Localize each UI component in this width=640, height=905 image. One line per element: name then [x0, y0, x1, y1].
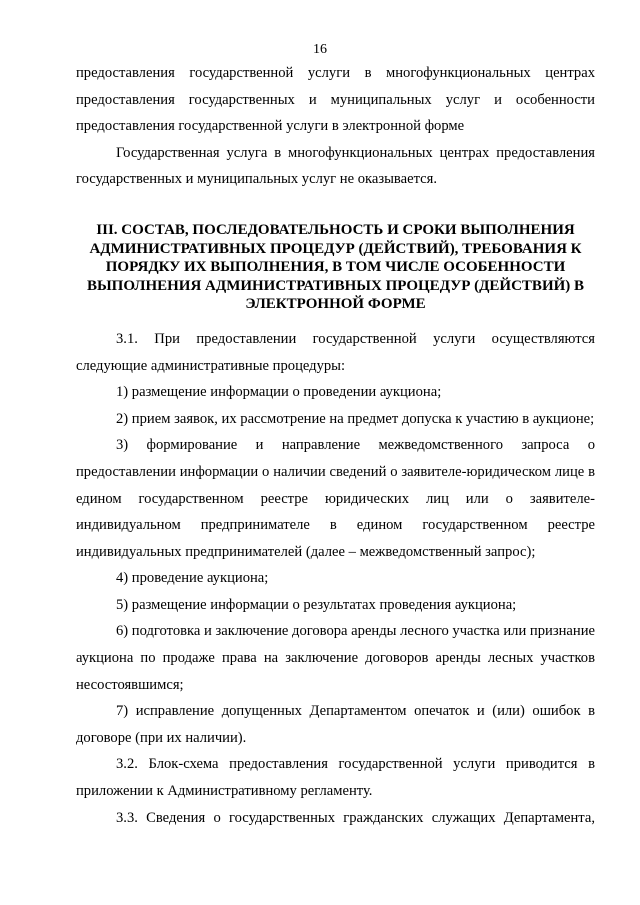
list-item-3: 3) формирование и направление межведомственного запроса о предоставлении информации о наличии сведений о заявителе-юридическом лице в едином государственном реестре юридических лиц или о заявителе-индивидуальном предпринимателе в едином государственном реестре индивидуальных предпринимателей (далее – межведомственный запрос); [76, 437, 595, 560]
list-item-5: 5) размещение информации о результатах проведения аукциона; [116, 596, 517, 613]
paragraph-3-1: 3.1. При предоставлении государственной услуги осуществляются следующие административные процедуры: [76, 330, 595, 374]
list-item-7: 7) исправление допущенных Департаментом опечаток и (или) ошибок в договоре (при их наличии). [76, 703, 595, 746]
list-item-2: 2) прием заявок, их рассмотрение на предмет допуска к участию в аукционе; [116, 410, 595, 427]
paragraph-mfc-note: Государственная услуга в многофункциональных центрах предоставления государственных и муниципальных услуг не оказывается. [76, 144, 595, 188]
paragraph-3-2: 3.2. Блок-схема предоставления государственной услуги приводится в приложении к Административному регламенту. [76, 756, 595, 800]
document-body [76, 60, 595, 831]
page-number: 16 [313, 42, 327, 57]
list-item-1: 1) размещение информации о проведении аукциона; [116, 384, 442, 401]
list-item-6: 6) подготовка и заключение договора аренды лесного участка или признание аукциона по продаже права на заключение договоров аренды лесных участков несостоявшимся; [76, 623, 595, 693]
paragraph-3-3: 3.3. Сведения о государственных гражданских служащих Департамента, [116, 809, 595, 826]
section-heading: III. СОСТАВ, ПОСЛЕДОВАТЕЛЬНОСТЬ И СРОКИ ВЫПОЛНЕНИЯ АДМИНИСТРАТИВНЫХ ПРОЦЕДУР (ДЕЙСТВИЙ), ТРЕБОВАНИЯ К ПОРЯДКУ ИХ ВЫПОЛНЕНИЯ, В ТОМ ЧИСЛЕ ОСОБЕННОСТИ ВЫПОЛНЕНИЯ АДМИНИСТРАТИВНЫХ ПРОЦЕДУР (ДЕЙСТВИЙ) В ЭЛЕКТРОННОЙ ФОРМЕ [86, 221, 585, 313]
list-item-4: 4) проведение аукциона; [116, 570, 269, 587]
paragraph-intro-continuation: предоставления государственной услуги в многофункциональных центрах предоставления государственных и муниципальных услуг и особенности предоставления государственной услуги в электронной форме [76, 65, 595, 135]
